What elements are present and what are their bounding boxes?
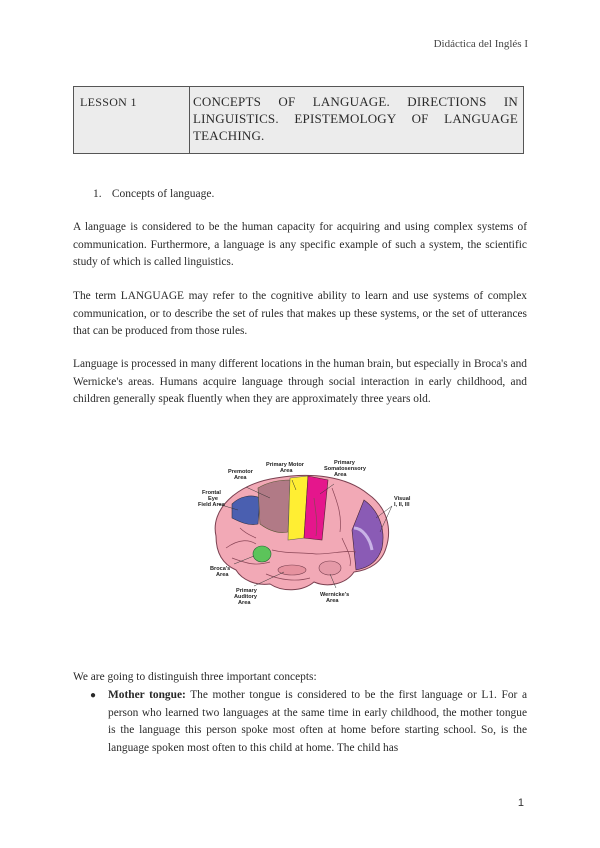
- label-auditory: Primary Auditory Area: [234, 588, 257, 606]
- section-heading: [93, 188, 214, 200]
- label-broca: Broca's Area: [210, 566, 231, 578]
- brain-areas-figure: [196, 458, 416, 618]
- list-item: [73, 687, 527, 757]
- lesson-title-table: [73, 86, 524, 154]
- running-header: Didáctica del Inglés I: [433, 38, 528, 50]
- auditory-region: [278, 565, 306, 575]
- section-title: Concepts of language.: [111, 188, 215, 200]
- label-primary-motor: Primary Motor Area: [266, 462, 304, 474]
- label-premotor: Premotor Area: [228, 469, 253, 481]
- label-somatosensory: Primary Somatosensory Area: [324, 460, 366, 478]
- paragraph-2: The term LANGUAGE may refer to the cognitive ability to learn and use systems of complex communication, or to describe the set of rules that makes up these systems, or the set of utterances that can be produced from those rules.: [73, 290, 527, 337]
- label-visual: Visual I, II, III: [394, 496, 411, 508]
- bullet-text: The mother tongue is considered to be the first language or L1. For a person who learned two languages at the same time in early childhood, the mother tongue is the language this person spoke most often at home before starting school. So, is the language spoken most often to this child at home. The child has: [108, 689, 528, 754]
- premotor-region: [258, 480, 290, 533]
- bullet-icon: ●: [90, 690, 97, 701]
- paragraph-3: Language is processed in many different locations in the human brain, but especially in Broca's and Wernicke's areas. Humans acquire language through social interaction in early childhood, and children generally speak fluently when they are approximately three years old.: [73, 358, 527, 405]
- paragraph-1: A language is considered to be the human capacity for acquiring and using complex systems of communication. Furthermore, a language is any specific example of such a system, the scientific study of which is called linguistics.: [73, 221, 527, 268]
- intro-text: We are going to distinguish three important concepts:: [73, 671, 317, 683]
- section-number: 1.: [93, 188, 102, 200]
- broca-region: [253, 546, 271, 562]
- lesson-title: CONCEPTS OF LANGUAGE. DIRECTIONS IN LINGUISTICS. EPISTEMOLOGY OF LANGUAGE TEACHING.: [193, 94, 518, 143]
- bullet-term: Mother tongue:: [108, 689, 186, 701]
- label-frontal-eye: Frontal Eye Field Area: [198, 490, 225, 508]
- concepts-list: [73, 687, 527, 757]
- wernicke-region: [319, 561, 341, 575]
- page-number: 1: [517, 797, 524, 809]
- lesson-number: LESSON 1: [74, 87, 190, 153]
- label-wernicke: Wernicke's Area: [320, 592, 350, 604]
- frontal-eye-field-region: [232, 496, 260, 525]
- brain-diagram: [196, 458, 416, 618]
